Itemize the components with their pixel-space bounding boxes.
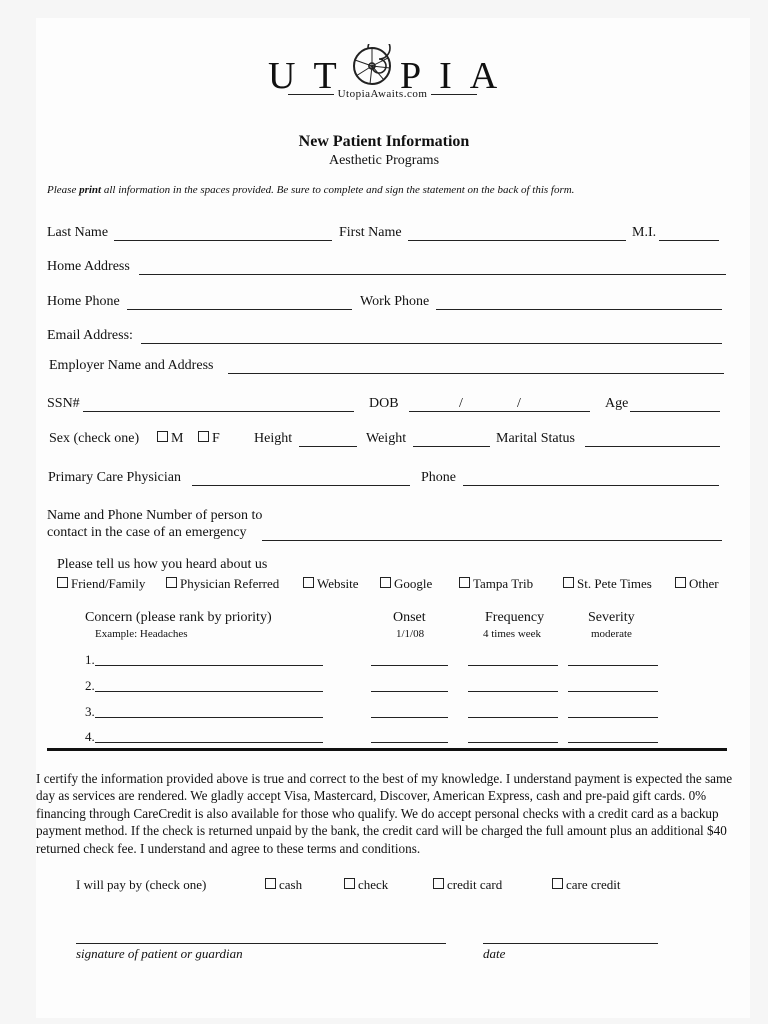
referral-option-label: Other [689,576,719,591]
work-phone-field[interactable] [436,309,722,310]
last-name-field[interactable] [114,240,332,241]
frequency-header: Frequency [485,610,545,625]
height-field[interactable] [299,446,357,447]
work-phone-label: Work Phone [360,294,430,309]
employer-label: Employer Name and Address [49,358,214,373]
age-field[interactable] [630,411,720,412]
marital-status-label: Marital Status [496,431,575,446]
height-label: Height [254,431,293,446]
referral-option-website[interactable] [303,576,359,592]
emergency-label-line1: Name and Phone Number of person to [47,508,263,523]
payment-option-label: care credit [566,877,621,892]
severity-header: Severity [588,610,635,625]
payment-option-cash[interactable] [265,877,302,893]
checkbox-f[interactable] [198,431,209,442]
example-concern: Example: Headaches [95,628,188,640]
sex-m-label: M [171,431,184,446]
referral-option-label: Friend/Family [71,576,146,591]
sex-label: Sex (check one) [49,431,140,446]
dob-label: DOB [369,396,399,411]
example-onset: 1/1/08 [396,628,425,640]
concern-row-number: 4. [85,729,95,744]
first-name-field[interactable] [408,240,626,241]
checkbox-care-credit[interactable] [552,878,563,889]
payment-option-label: cash [279,877,303,892]
referral-option-label: Website [317,576,359,591]
home-phone-field[interactable] [127,309,352,310]
weight-label: Weight [366,431,407,446]
severity-3-field[interactable] [568,717,658,718]
marital-status-field[interactable] [585,446,720,447]
concern-2-field[interactable] [95,691,323,692]
sex-f-option[interactable] [198,431,220,447]
checkbox-credit-card[interactable] [433,878,444,889]
referral-option-friend[interactable] [57,576,145,592]
referral-prompt: Please tell us how you heard about us [57,557,268,572]
pcp-field[interactable] [192,485,410,486]
checkbox-tampa-trib[interactable] [459,577,470,588]
checkbox-check[interactable] [344,878,355,889]
checkbox-website[interactable] [303,577,314,588]
referral-option-label: Tampa Trib [473,576,534,591]
severity-2-field[interactable] [568,691,658,692]
example-frequency: 4 times week [483,628,542,640]
referral-option-tampa-trib[interactable] [459,576,533,592]
home-phone-label: Home Phone [47,294,120,309]
onset-header: Onset [393,610,426,625]
form-subtitle: Aesthetic Programs [328,153,440,168]
checkbox-m[interactable] [157,431,168,442]
ssn-label: SSN# [47,396,80,411]
payment-option-credit-card[interactable] [433,877,502,893]
concern-4-field[interactable] [95,742,323,743]
first-name-label: First Name [339,225,402,240]
referral-option-google[interactable] [380,576,432,592]
home-address-field[interactable] [139,274,726,275]
weight-field[interactable] [413,446,490,447]
frequency-4-field[interactable] [468,742,558,743]
checkbox-cash[interactable] [265,878,276,889]
emergency-label-line2: contact in the case of an emergency [47,525,247,540]
frequency-2-field[interactable] [468,691,558,692]
pcp-phone-field[interactable] [463,485,719,486]
payment-option-label: check [358,877,389,892]
onset-4-field[interactable] [371,742,448,743]
onset-2-field[interactable] [371,691,448,692]
mi-field[interactable] [659,240,719,241]
age-label: Age [605,396,629,411]
pcp-label: Primary Care Physician [48,470,181,485]
section-divider [47,748,727,751]
certification-statement: I certify the information provided above is true and correct to the best of my knowledge. I understand payment is expected the same day as services are rendered. We gladly accept Visa, Mastercard, Discover, American Express, cash and pre-paid gift cards. 0% financing through CareCredit is also available for those who qualify. We do accept personal checks with a credit card as a backup payment method. If the check is returned unpaid by the bank, the credit card will be charged the full amount plus an additional $40 returned check fee. I understand and agree to these terms and conditions. [36,771,733,856]
payment-option-check[interactable] [344,877,388,893]
logo-word-left: UT [268,55,355,97]
pcp-phone-label: Phone [421,470,456,485]
instructions [47,184,574,196]
frequency-3-field[interactable] [468,717,558,718]
logo-word-right: PIA [400,55,516,97]
concern-header: Concern (please rank by priority) [85,610,272,625]
last-name-label: Last Name [47,225,109,240]
home-address-label: Home Address [47,259,130,274]
referral-option-other[interactable] [675,576,719,592]
checkbox-st-pete-times[interactable] [563,577,574,588]
onset-1-field[interactable] [371,665,448,666]
concern-1-field[interactable] [95,665,323,666]
checkbox-other[interactable] [675,577,686,588]
concern-3-field[interactable] [95,717,323,718]
concern-row-number: 3. [85,704,95,719]
instructions-pre: Please [47,184,80,196]
dob-separator-2: / [517,396,521,411]
referral-option-label: Physician Referred [180,576,280,591]
email-label: Email Address: [47,328,133,343]
signature-label: signature of patient or guardian [76,946,243,961]
concern-row-number: 2. [85,678,95,693]
employer-field[interactable] [228,373,724,374]
date-label: date [483,946,506,961]
instructions-bold: print [79,184,102,196]
nautilus-shell-icon [350,44,394,88]
severity-4-field[interactable] [568,742,658,743]
dob-field[interactable] [409,411,590,412]
dob-separator-1: / [459,396,463,411]
instructions-post: all information in the spaces provided. Be sure to complete and sign the statement on the back of this form. [101,184,575,196]
date-field[interactable] [483,943,658,944]
payment-option-care-credit[interactable] [552,877,620,893]
onset-3-field[interactable] [371,717,448,718]
form-title: New Patient Information [298,133,470,150]
payment-option-label: credit card [447,877,503,892]
referral-option-st-pete-times[interactable] [563,576,652,592]
referral-option-label: Google [394,576,433,591]
signature-field[interactable] [76,943,446,944]
concern-row-number: 1. [85,652,95,667]
email-field[interactable] [141,343,722,344]
sex-f-label: F [212,431,220,446]
referral-option-physician[interactable] [166,576,279,592]
emergency-contact-field[interactable] [262,540,722,541]
payment-prompt: I will pay by (check one) [76,877,207,892]
checkbox-friend-family[interactable] [57,577,68,588]
severity-1-field[interactable] [568,665,658,666]
frequency-1-field[interactable] [468,665,558,666]
mi-label: M.I. [632,225,657,240]
checkbox-google[interactable] [380,577,391,588]
ssn-field[interactable] [83,411,354,412]
referral-option-label: St. Pete Times [577,576,652,591]
example-severity: moderate [591,628,632,640]
checkbox-physician-referred[interactable] [166,577,177,588]
sex-m-option[interactable] [157,431,183,447]
logo-tagline: UtopiaAwaits.com [270,88,495,100]
